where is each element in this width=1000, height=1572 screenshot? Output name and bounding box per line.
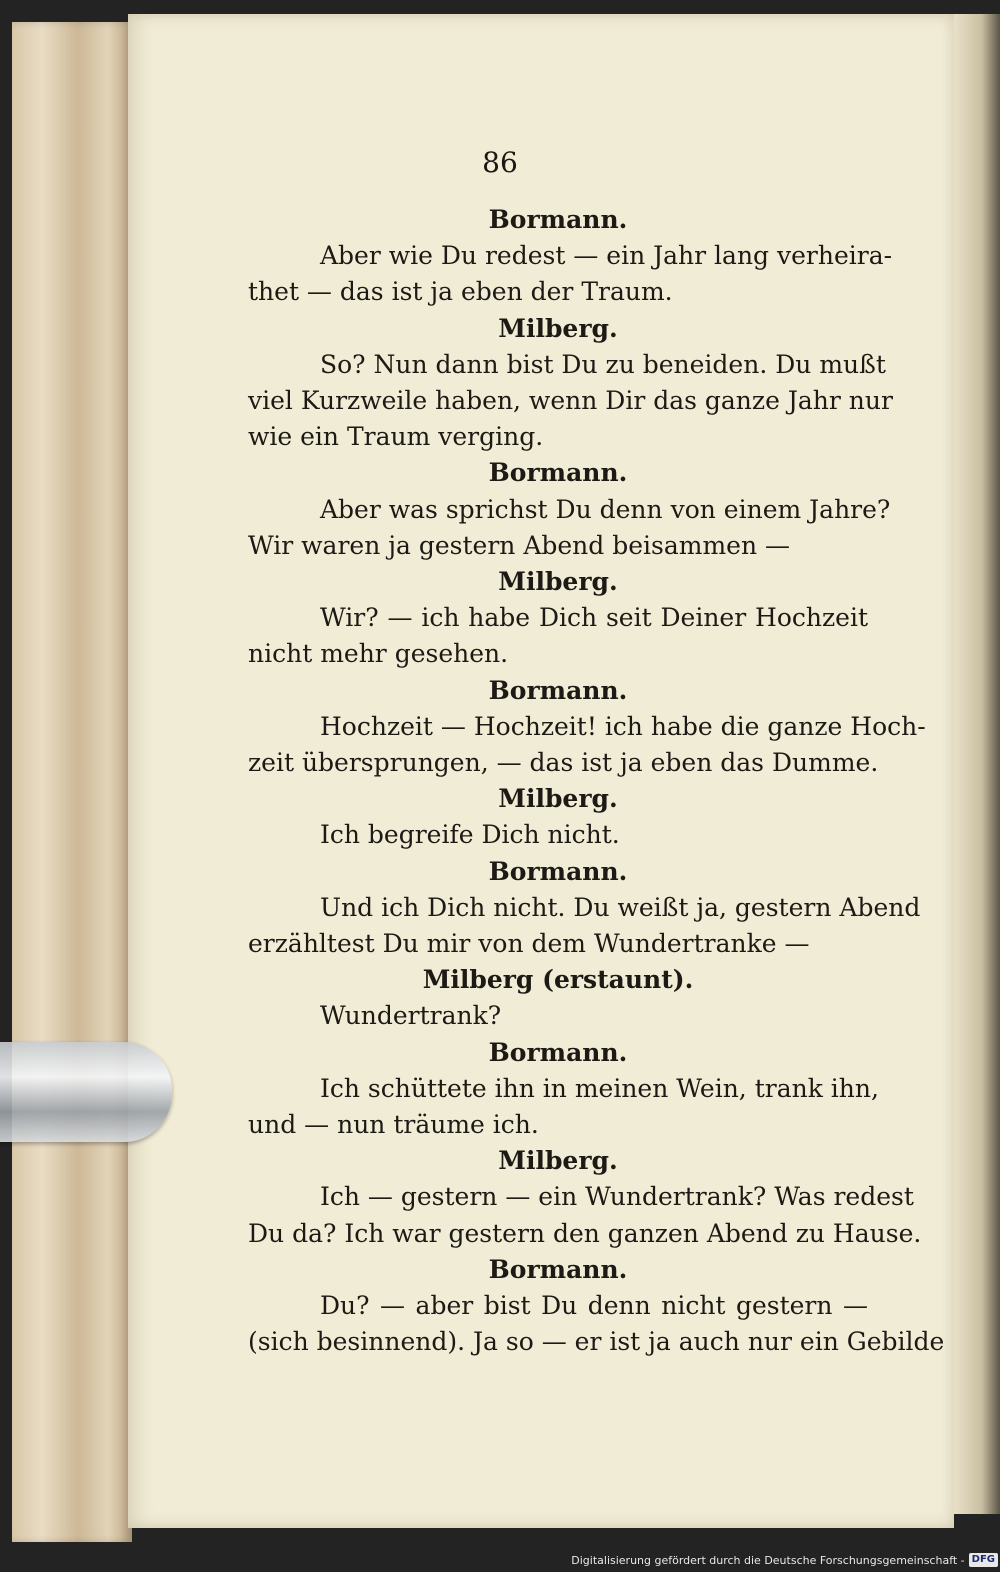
text-line: nicht mehr gesehen. <box>248 639 509 669</box>
dfg-logo: DFG <box>969 1553 998 1567</box>
page-clip <box>0 1042 172 1142</box>
speaker-name: Bormann. <box>488 675 628 705</box>
speaker-name: Milberg. <box>498 313 618 343</box>
speaker-name: Milberg (erstaunt). <box>422 965 694 995</box>
text-line: So? Nun dann bist Du zu beneiden. Du mußt <box>320 349 886 379</box>
book-page-edges <box>12 22 132 1542</box>
text-line: Hochzeit — Hochzeit! ich habe die ganze Hoch- <box>320 711 926 741</box>
text-line: (sich besinnend). Ja so — er ist ja auch nur ein Gebilde <box>248 1327 945 1357</box>
text-line: Ich schüttete ihn in meinen Wein, trank ihn, <box>320 1073 879 1103</box>
text-line: Du? — aber bist Du denn nicht gestern — <box>320 1291 868 1321</box>
text-line: Wir waren ja gestern Abend beisammen — <box>248 530 791 560</box>
speaker-name: Bormann. <box>488 856 628 886</box>
text-line: wie ein Traum verging. <box>248 422 544 452</box>
text-line: viel Kurzweile haben, wenn Dir das ganze Jahr nur <box>248 386 893 416</box>
text-line: Wir? — ich habe Dich seit Deiner Hochzeit <box>320 603 868 633</box>
speaker-name: Milberg. <box>498 567 618 597</box>
text-line: Wundertrank? <box>320 1001 502 1031</box>
text-line: Und ich Dich nicht. Du weißt ja, gestern Abend <box>320 892 921 922</box>
speaker-name: Bormann. <box>488 205 628 234</box>
page-number: 86 <box>482 146 518 179</box>
speaker-name: Milberg. <box>498 784 618 814</box>
speaker-name: Milberg. <box>498 1146 618 1176</box>
text-line: Aber wie Du redest — ein Jahr lang verheira- <box>320 241 893 271</box>
text-line: und — nun träume ich. <box>248 1110 539 1140</box>
speaker-name: Bormann. <box>488 458 628 488</box>
text-line: Ich begreife Dich nicht. <box>320 820 620 850</box>
text-line: thet — das ist ja eben der Traum. <box>248 277 673 307</box>
digitization-credit <box>571 1552 998 1568</box>
text-line: zeit übersprungen, — das ist ja eben das Dumme. <box>248 748 879 778</box>
text-line: Ich — gestern — ein Wundertrank? Was redest <box>320 1182 914 1212</box>
book-right-edge <box>954 14 1000 1514</box>
text-line: erzähltest Du mir von dem Wundertranke — <box>248 929 810 959</box>
speaker-name: Bormann. <box>488 1037 628 1067</box>
text-line: Aber was sprichst Du denn von einem Jahre? <box>320 494 891 524</box>
credit-text: Digitalisierung gefördert durch die Deutsche Forschungsgemeinschaft - <box>571 1553 965 1567</box>
text-line: Du da? Ich war gestern den ganzen Abend zu Hause. <box>248 1218 922 1248</box>
speaker-name: Bormann. <box>488 1254 628 1284</box>
page-text <box>248 202 945 1361</box>
